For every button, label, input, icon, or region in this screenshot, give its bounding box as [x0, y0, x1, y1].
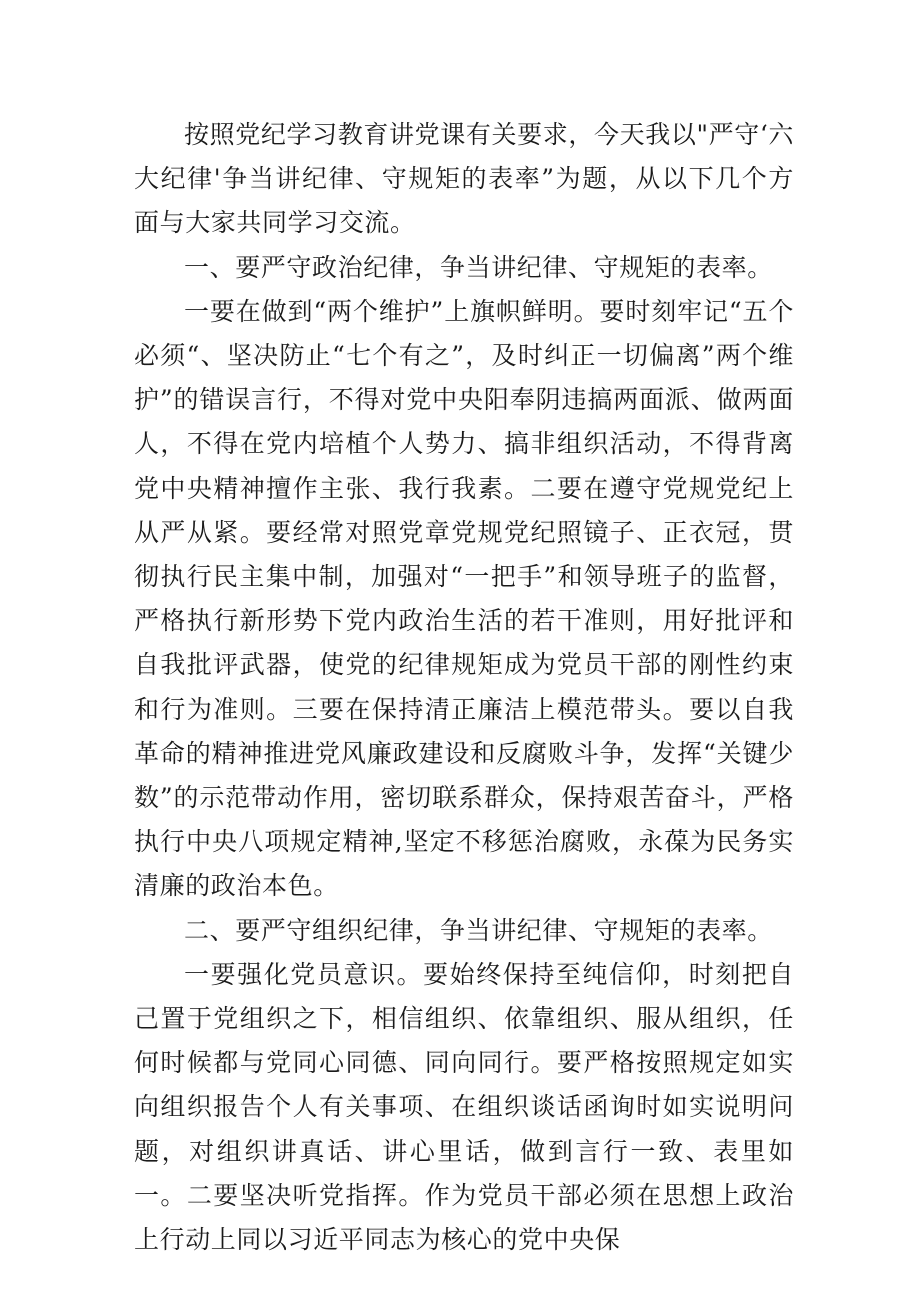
political-discipline-paragraph: 一要在做到“两个维护”上旗帜鲜明。要时刻牢记“五个必须“、坚决防止“七个有之”，及时纠正一切偏离”两个维护”的错误言行，不得对党中央阳奉阴违搞两面派、做两面人，不得在党内培植个人势力、搞非组织活动，不得背离党中央精神擅作主张、我行我素。二要在遵守党规党纪上从严从紧。要经常对照党章党规党纪照镜子、正衣冠，贯彻执行民主集中制，加强对“一把手”和领导班子的监督，严格执行新形势下党内政治生活的若干准则，用好批评和自我批评武器，使党的纪律规矩成为党员干部的刚性约束和行为准则。三要在保持清正廉洁上模范带头。要以自我革命的精神推进党风廉政建设和反腐败斗争，发挥“关键少数”的示范带动作用，密切联系群众，保持艰苦奋斗，严格执行中央八项规定精神,坚定不移惩治腐败，永葆为民务实清廉的政治本色。 — [134, 296, 794, 901]
organizational-discipline-paragraph: 一要强化党员意识。要始终保持至纯信仰，时刻把自己置于党组织之下，相信组织、依靠组织、服从组织，任何时候都与党同心同德、同向同行。要严格按照规定如实向组织报告个人有关事项、在组织谈话函询时如实说明问题，对组织讲真话、讲心里话，做到言行一致、表里如一。二要坚决听党指挥。作为党员干部必须在思想上政治上行动上同以习近平同志为核心的党中央保 — [134, 959, 794, 1255]
section-heading-organizational-discipline: 二、要严守组织纪律，争当讲纪律、守规矩的表率。 — [184, 915, 773, 945]
document-body — [134, 113, 794, 1262]
intro-paragraph: 按照党纪学习教育讲党课有关要求，今天我以"严守‘六大纪律'争当讲纪律、守规矩的表率”为题，从以下几个方面与大家共同学习交流。 — [134, 120, 794, 238]
section-heading-political-discipline: 一、要严守政治纪律，争当讲纪律、守规矩的表率。 — [184, 252, 773, 282]
